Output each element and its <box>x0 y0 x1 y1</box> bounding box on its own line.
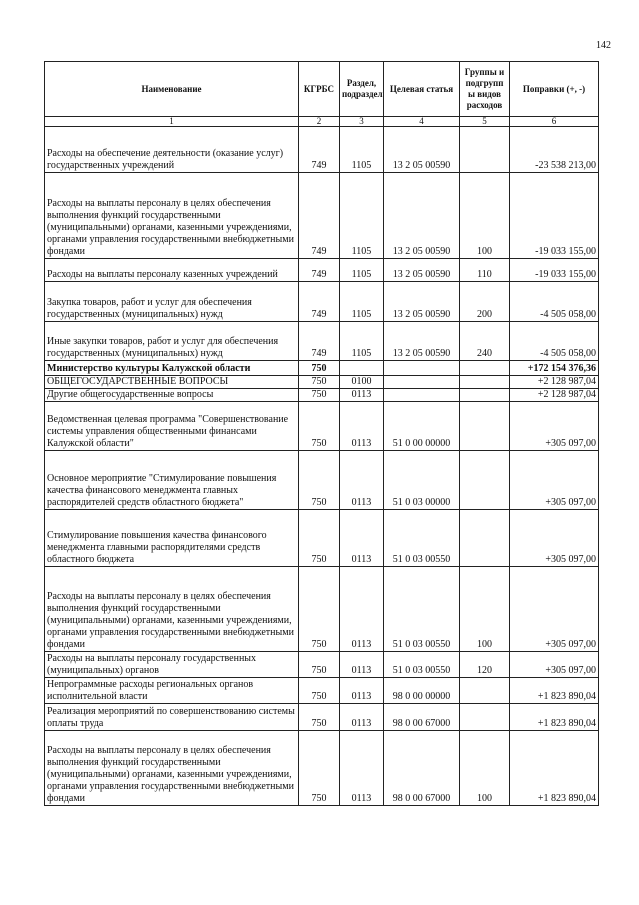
row-name-cell: Стимулирование повышения качества финансового менеджмента главными распорядителями средств областного бюджета <box>45 510 299 567</box>
row-group-cell <box>460 510 510 567</box>
row-name-cell: Ведомственная целевая программа "Совершенствование системы управления общественными финансами Калужской области" <box>45 402 299 451</box>
row-group-cell: 100 <box>460 731 510 806</box>
row-amount-cell: +172 154 376,36 <box>510 361 599 376</box>
row-section-cell: 0113 <box>340 389 384 402</box>
row-name-cell: Иные закупки товаров, работ и услуг для обеспечения государственных (муниципальных) нужд <box>45 322 299 361</box>
header-amendments: Поправки (+, -) <box>510 62 599 117</box>
table-row <box>45 704 599 731</box>
row-group-cell: 240 <box>460 322 510 361</box>
table-row <box>45 173 599 259</box>
row-section-cell: 0113 <box>340 402 384 451</box>
row-target-cell: 13 2 05 00590 <box>384 322 460 361</box>
row-kgrbs-cell: 749 <box>299 173 340 259</box>
row-amount-cell: +305 097,00 <box>510 402 599 451</box>
row-target-cell: 13 2 05 00590 <box>384 173 460 259</box>
row-section-cell: 0100 <box>340 376 384 389</box>
row-section-cell: 1105 <box>340 282 384 322</box>
row-group-cell: 100 <box>460 173 510 259</box>
row-group-cell: 110 <box>460 259 510 282</box>
row-target-cell: 13 2 05 00590 <box>384 127 460 173</box>
row-kgrbs-cell: 750 <box>299 402 340 451</box>
table-row <box>45 652 599 678</box>
row-target-cell <box>384 361 460 376</box>
row-amount-cell: +1 823 890,04 <box>510 678 599 704</box>
table-row <box>45 678 599 704</box>
row-section-cell: 0113 <box>340 451 384 510</box>
table-row <box>45 259 599 282</box>
row-target-cell: 98 0 00 67000 <box>384 704 460 731</box>
row-amount-cell: +1 823 890,04 <box>510 731 599 806</box>
row-kgrbs-cell: 750 <box>299 704 340 731</box>
row-section-cell: 1105 <box>340 173 384 259</box>
row-amount-cell: -4 505 058,00 <box>510 282 599 322</box>
row-group-cell <box>460 678 510 704</box>
row-target-cell: 13 2 05 00590 <box>384 282 460 322</box>
row-kgrbs-cell: 749 <box>299 322 340 361</box>
col-number: 2 <box>299 117 340 127</box>
row-amount-cell: -23 538 213,00 <box>510 127 599 173</box>
row-section-cell: 0113 <box>340 678 384 704</box>
row-name-cell: Другие общегосударственные вопросы <box>45 389 299 402</box>
row-group-cell <box>460 402 510 451</box>
row-kgrbs-cell: 749 <box>299 259 340 282</box>
row-name-cell: Расходы на выплаты персоналу в целях обеспечения выполнения функций государственными (муниципальными) органами, казенными учреждениями, органами управления государственными внебюджетными фондами <box>45 731 299 806</box>
row-name-cell: Расходы на выплаты персоналу в целях обеспечения выполнения функций государственными (муниципальными) органами, казенными учреждениями, органами управления государственными внебюджетными фондами <box>45 567 299 652</box>
row-section-cell <box>340 361 384 376</box>
row-name-cell: Министерство культуры Калужской области <box>45 361 299 376</box>
row-name-cell: Закупка товаров, работ и услуг для обеспечения государственных (муниципальных) нужд <box>45 282 299 322</box>
row-kgrbs-cell: 750 <box>299 510 340 567</box>
row-target-cell <box>384 376 460 389</box>
row-name-cell: Непрограммные расходы региональных органов исполнительной власти <box>45 678 299 704</box>
col-number: 4 <box>384 117 460 127</box>
row-group-cell: 100 <box>460 567 510 652</box>
col-number: 1 <box>45 117 299 127</box>
row-target-cell: 51 0 03 00000 <box>384 451 460 510</box>
row-kgrbs-cell: 750 <box>299 376 340 389</box>
table-row <box>45 402 599 451</box>
row-section-cell: 1105 <box>340 259 384 282</box>
table-row <box>45 322 599 361</box>
row-group-cell <box>460 127 510 173</box>
col-number: 5 <box>460 117 510 127</box>
row-amount-cell: -19 033 155,00 <box>510 173 599 259</box>
row-kgrbs-cell: 749 <box>299 127 340 173</box>
row-group-cell <box>460 376 510 389</box>
col-number: 6 <box>510 117 599 127</box>
row-name-cell: Расходы на выплаты персоналу в целях обеспечения выполнения функций государственными (муниципальными) органами, казенными учреждениями, органами управления государственными внебюджетными фондами <box>45 173 299 259</box>
row-target-cell: 51 0 00 00000 <box>384 402 460 451</box>
page-number: 142 <box>596 40 611 51</box>
budget-amendments-table <box>44 61 599 806</box>
row-section-cell: 0113 <box>340 731 384 806</box>
row-name-cell: Расходы на выплаты персоналу казенных учреждений <box>45 259 299 282</box>
row-kgrbs-cell: 750 <box>299 389 340 402</box>
row-kgrbs-cell: 750 <box>299 451 340 510</box>
row-section-cell: 0113 <box>340 510 384 567</box>
row-group-cell <box>460 451 510 510</box>
row-amount-cell: +305 097,00 <box>510 652 599 678</box>
row-amount-cell: -19 033 155,00 <box>510 259 599 282</box>
row-target-cell <box>384 389 460 402</box>
column-number-row <box>45 117 599 127</box>
row-section-cell: 1105 <box>340 127 384 173</box>
row-kgrbs-cell: 750 <box>299 567 340 652</box>
row-kgrbs-cell: 750 <box>299 361 340 376</box>
header-section: Раздел, подраздел <box>340 62 384 117</box>
row-target-cell: 51 0 03 00550 <box>384 652 460 678</box>
col-number: 3 <box>340 117 384 127</box>
row-name-cell: Расходы на выплаты персоналу государственных (муниципальных) органов <box>45 652 299 678</box>
row-target-cell: 51 0 03 00550 <box>384 567 460 652</box>
header-target: Целевая статья <box>384 62 460 117</box>
row-group-cell <box>460 361 510 376</box>
row-name-cell: Расходы на обеспечение деятельности (оказание услуг) государственных учреждений <box>45 127 299 173</box>
row-amount-cell: +1 823 890,04 <box>510 704 599 731</box>
row-group-cell <box>460 389 510 402</box>
row-target-cell: 98 0 00 67000 <box>384 731 460 806</box>
row-kgrbs-cell: 749 <box>299 282 340 322</box>
row-section-cell: 1105 <box>340 322 384 361</box>
table-row <box>45 389 599 402</box>
table-row <box>45 282 599 322</box>
row-group-cell: 200 <box>460 282 510 322</box>
table-row <box>45 361 599 376</box>
header-kgrbs: КГРБС <box>299 62 340 117</box>
table-row <box>45 567 599 652</box>
row-section-cell: 0113 <box>340 652 384 678</box>
row-name-cell: Реализация мероприятий по совершенствованию системы оплаты труда <box>45 704 299 731</box>
table-row <box>45 127 599 173</box>
row-kgrbs-cell: 750 <box>299 652 340 678</box>
header-name: Наименование <box>45 62 299 117</box>
row-amount-cell: +305 097,00 <box>510 567 599 652</box>
row-target-cell: 98 0 00 00000 <box>384 678 460 704</box>
row-target-cell: 13 2 05 00590 <box>384 259 460 282</box>
table-row <box>45 376 599 389</box>
header-group: Группы и подгрупп ы видов расходов <box>460 62 510 117</box>
row-name-cell: Основное мероприятие "Стимулирование повышения качества финансового менеджмента главных распорядителей средств областного бюджета" <box>45 451 299 510</box>
table-row <box>45 451 599 510</box>
row-amount-cell: +305 097,00 <box>510 451 599 510</box>
table-body <box>45 127 599 806</box>
row-group-cell: 120 <box>460 652 510 678</box>
row-amount-cell: +2 128 987,04 <box>510 376 599 389</box>
row-amount-cell: -4 505 058,00 <box>510 322 599 361</box>
row-section-cell: 0113 <box>340 567 384 652</box>
table-row <box>45 731 599 806</box>
row-amount-cell: +305 097,00 <box>510 510 599 567</box>
table-row <box>45 510 599 567</box>
row-name-cell: ОБЩЕГОСУДАРСТВЕННЫЕ ВОПРОСЫ <box>45 376 299 389</box>
row-amount-cell: +2 128 987,04 <box>510 389 599 402</box>
table-header-row <box>45 62 599 117</box>
row-section-cell: 0113 <box>340 704 384 731</box>
row-kgrbs-cell: 750 <box>299 731 340 806</box>
row-kgrbs-cell: 750 <box>299 678 340 704</box>
row-target-cell: 51 0 03 00550 <box>384 510 460 567</box>
row-group-cell <box>460 704 510 731</box>
